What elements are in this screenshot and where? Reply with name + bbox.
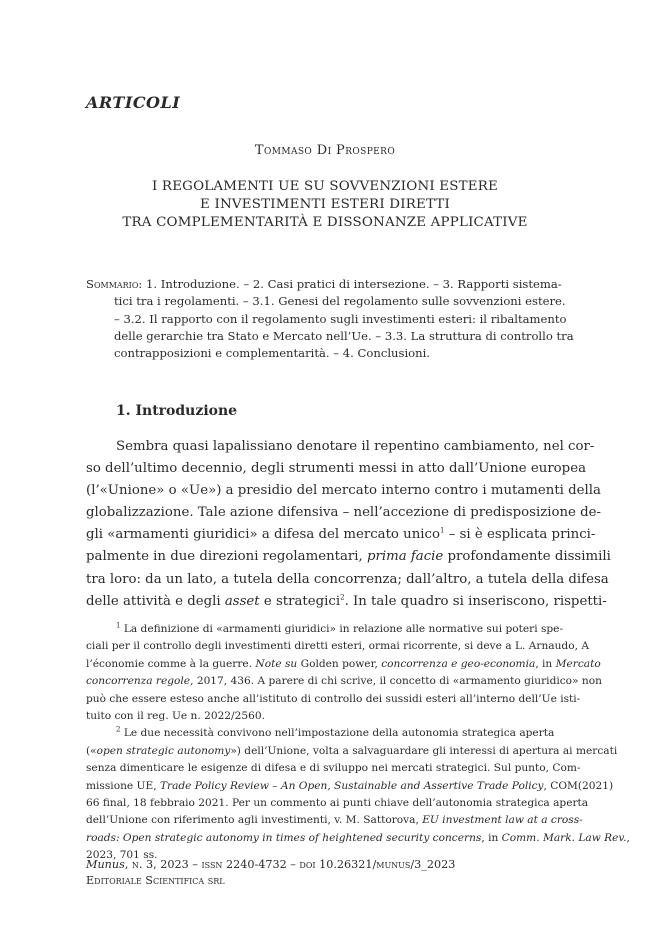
footnote-line [86, 673, 602, 690]
footnote-text: , in [481, 831, 502, 844]
body-text: profondamente dissimili [443, 549, 611, 565]
body-line: Sembra quasi lapalissiano denotare il repentino cambiamento, nel cor- [116, 439, 595, 454]
footnote-ref[interactable]: 2 [340, 593, 345, 602]
footnote-italic: roads: Open strategic autonomy in times of heightened security concerns [86, 831, 482, 844]
footnote-italic: Trade Policy Review – An Open, Sustainable and Assertive Trade Policy [159, 779, 544, 792]
publisher-name: Editoriale Scientifica srl [86, 874, 225, 887]
footnote-line: tuito con il reg. Ue n. 2022/2560. [86, 710, 265, 723]
footnote-italic: Comm. Mark. Law Rev. [501, 831, 627, 844]
footnote-line: senza dimenticare le esigenze di difesa e di sviluppo nei mercati strategici. Sul punto, Com- [86, 762, 581, 775]
footnote-line [86, 725, 554, 742]
footnote-line [86, 812, 583, 829]
footnote-text: l’économie comme à la guerre. [86, 657, 253, 670]
footnote-line [86, 621, 564, 638]
summary-label: Sommario [86, 277, 139, 291]
summary-line: : 1. Introduzione. – 2. Casi pratici di intersezione. – 3. Rapporti sistema- [138, 277, 562, 291]
footnote-text: ») dell’Unione, volta a salvaguardare gli interessi di apertura ai mercati [230, 744, 618, 757]
body-line: so dell’ultimo decennio, degli strumenti messi in atto dall’Unione europea [86, 461, 586, 477]
body-text: delle attività e degli [86, 593, 221, 609]
body-line [86, 524, 596, 546]
body-text: . In tale quadro si inseriscono, rispetti- [344, 593, 607, 609]
footnote-text: dell’Unione con riferimento agli investimenti, v. M. Sattorova, [86, 814, 423, 827]
section-label: ARTICOLI [86, 93, 181, 112]
body-line: tra loro: da un lato, a tutela della concorrenza; dall’altro, a tutela della difesa [86, 571, 609, 587]
summary-line: contrapposizioni e complementarità. – 4. Conclusioni. [114, 346, 430, 361]
footnote-italic: EU investment law at a cross- [422, 814, 583, 827]
body-line [86, 591, 607, 613]
body-text: palmente in due direzioni regolamentari, [86, 549, 363, 565]
footnotes [86, 621, 630, 865]
footnote-text: Golden power, [297, 657, 382, 670]
summary-block [86, 276, 574, 362]
footnote-text: , [626, 831, 630, 844]
footnote-line [86, 656, 601, 673]
footnote-text: , 2017, 436. A parere di chi scrive, il concetto di «armamento giuridico» non [190, 675, 602, 688]
footnote-italic: Note su [255, 657, 298, 670]
footnote-text: , COM(2021) [543, 779, 614, 792]
body-paragraph [86, 436, 611, 613]
footnote-line: può che essere esteso anche all’istituto di controllo dei sussidi esteri all’interno dell’Ue isti- [86, 692, 581, 705]
footnote-italic: concorrenza e geo-economia [381, 657, 536, 670]
title-line: TRA COMPLEMENTARITÀ E DISSONANZE APPLICATIVE [122, 215, 528, 230]
title-line: E INVESTIMENTI ESTERI DIRETTI [200, 197, 450, 212]
footnote-number: 2 [116, 725, 121, 734]
body-line [86, 546, 611, 568]
footnote-line: 66 final, 18 febbraio 2021. Per un commento ai punti chiave dell’autonomia strategica aperta [86, 797, 589, 810]
author-name: Tommaso Di Prospero [254, 143, 396, 158]
footnote-text: , in [535, 657, 556, 670]
footnote-text: La definizione di «armamenti giuridici» in relazione alle normative sui poteri spe- [123, 623, 564, 635]
footnote-line: ciali per il controllo degli investimenti diretti esteri, ormai ricorrente, si deve a L. Arnaudo, A [86, 640, 589, 653]
body-line: globalizzazione. Tale azione difensiva – nell’accezione di predisposizione de- [86, 505, 601, 521]
footnote-italic: Mercato [555, 657, 601, 670]
body-text: gli «armamenti giuridici» a difesa del mercato unico [86, 527, 440, 543]
footnote-italic: concorrenza regole [86, 675, 191, 688]
footnote-number: 1 [116, 621, 121, 630]
footer-citation [86, 857, 455, 873]
article-title [0, 178, 650, 232]
footnote-text: missione UE, [86, 779, 160, 792]
body-line: (l’«Unione» o «Ue») a presidio del mercato interno contro i mutamenti della [86, 483, 601, 499]
body-text: e strategici [259, 593, 341, 609]
summary-line: tici tra i regolamenti. – 3.1. Genesi del regolamento sulle sovvenzioni estere. [114, 294, 566, 309]
summary-line: – 3.2. Il rapporto con il regolamento sugli investimenti esteri: il ribaltamento [114, 311, 567, 326]
footnote-text: Le due necessità convivono nell’impostazione della autonomia strategica aperta [123, 727, 555, 740]
summary-line: delle gerarchie tra Stato e Mercato nell’Ue. – 3.3. La struttura di controllo tra [114, 328, 574, 343]
footnote-line: 2023, 701 ss. [86, 849, 158, 862]
journal-name: Munus [86, 858, 125, 871]
footnote-ref[interactable]: 1 [440, 526, 445, 535]
footnote-text: (« [86, 744, 97, 757]
footnote-line [86, 830, 630, 847]
title-line: I REGOLAMENTI UE SU SOVVENZIONI ESTERE [151, 179, 499, 194]
footnote-line [86, 743, 618, 760]
body-text: – si è esplicata princi- [444, 527, 596, 543]
body-italic: prima facie [367, 549, 444, 565]
footnote-line [86, 778, 614, 795]
page-footer [86, 857, 455, 889]
footnote-italic: open strategic autonomy [96, 744, 231, 757]
body-italic: asset [224, 593, 260, 609]
section-heading: 1. Introduzione [116, 403, 238, 419]
citation-text: , n. 3, 2023 – issn 2240-4732 – doi 10.26321/munus/3_2023 [124, 858, 456, 871]
